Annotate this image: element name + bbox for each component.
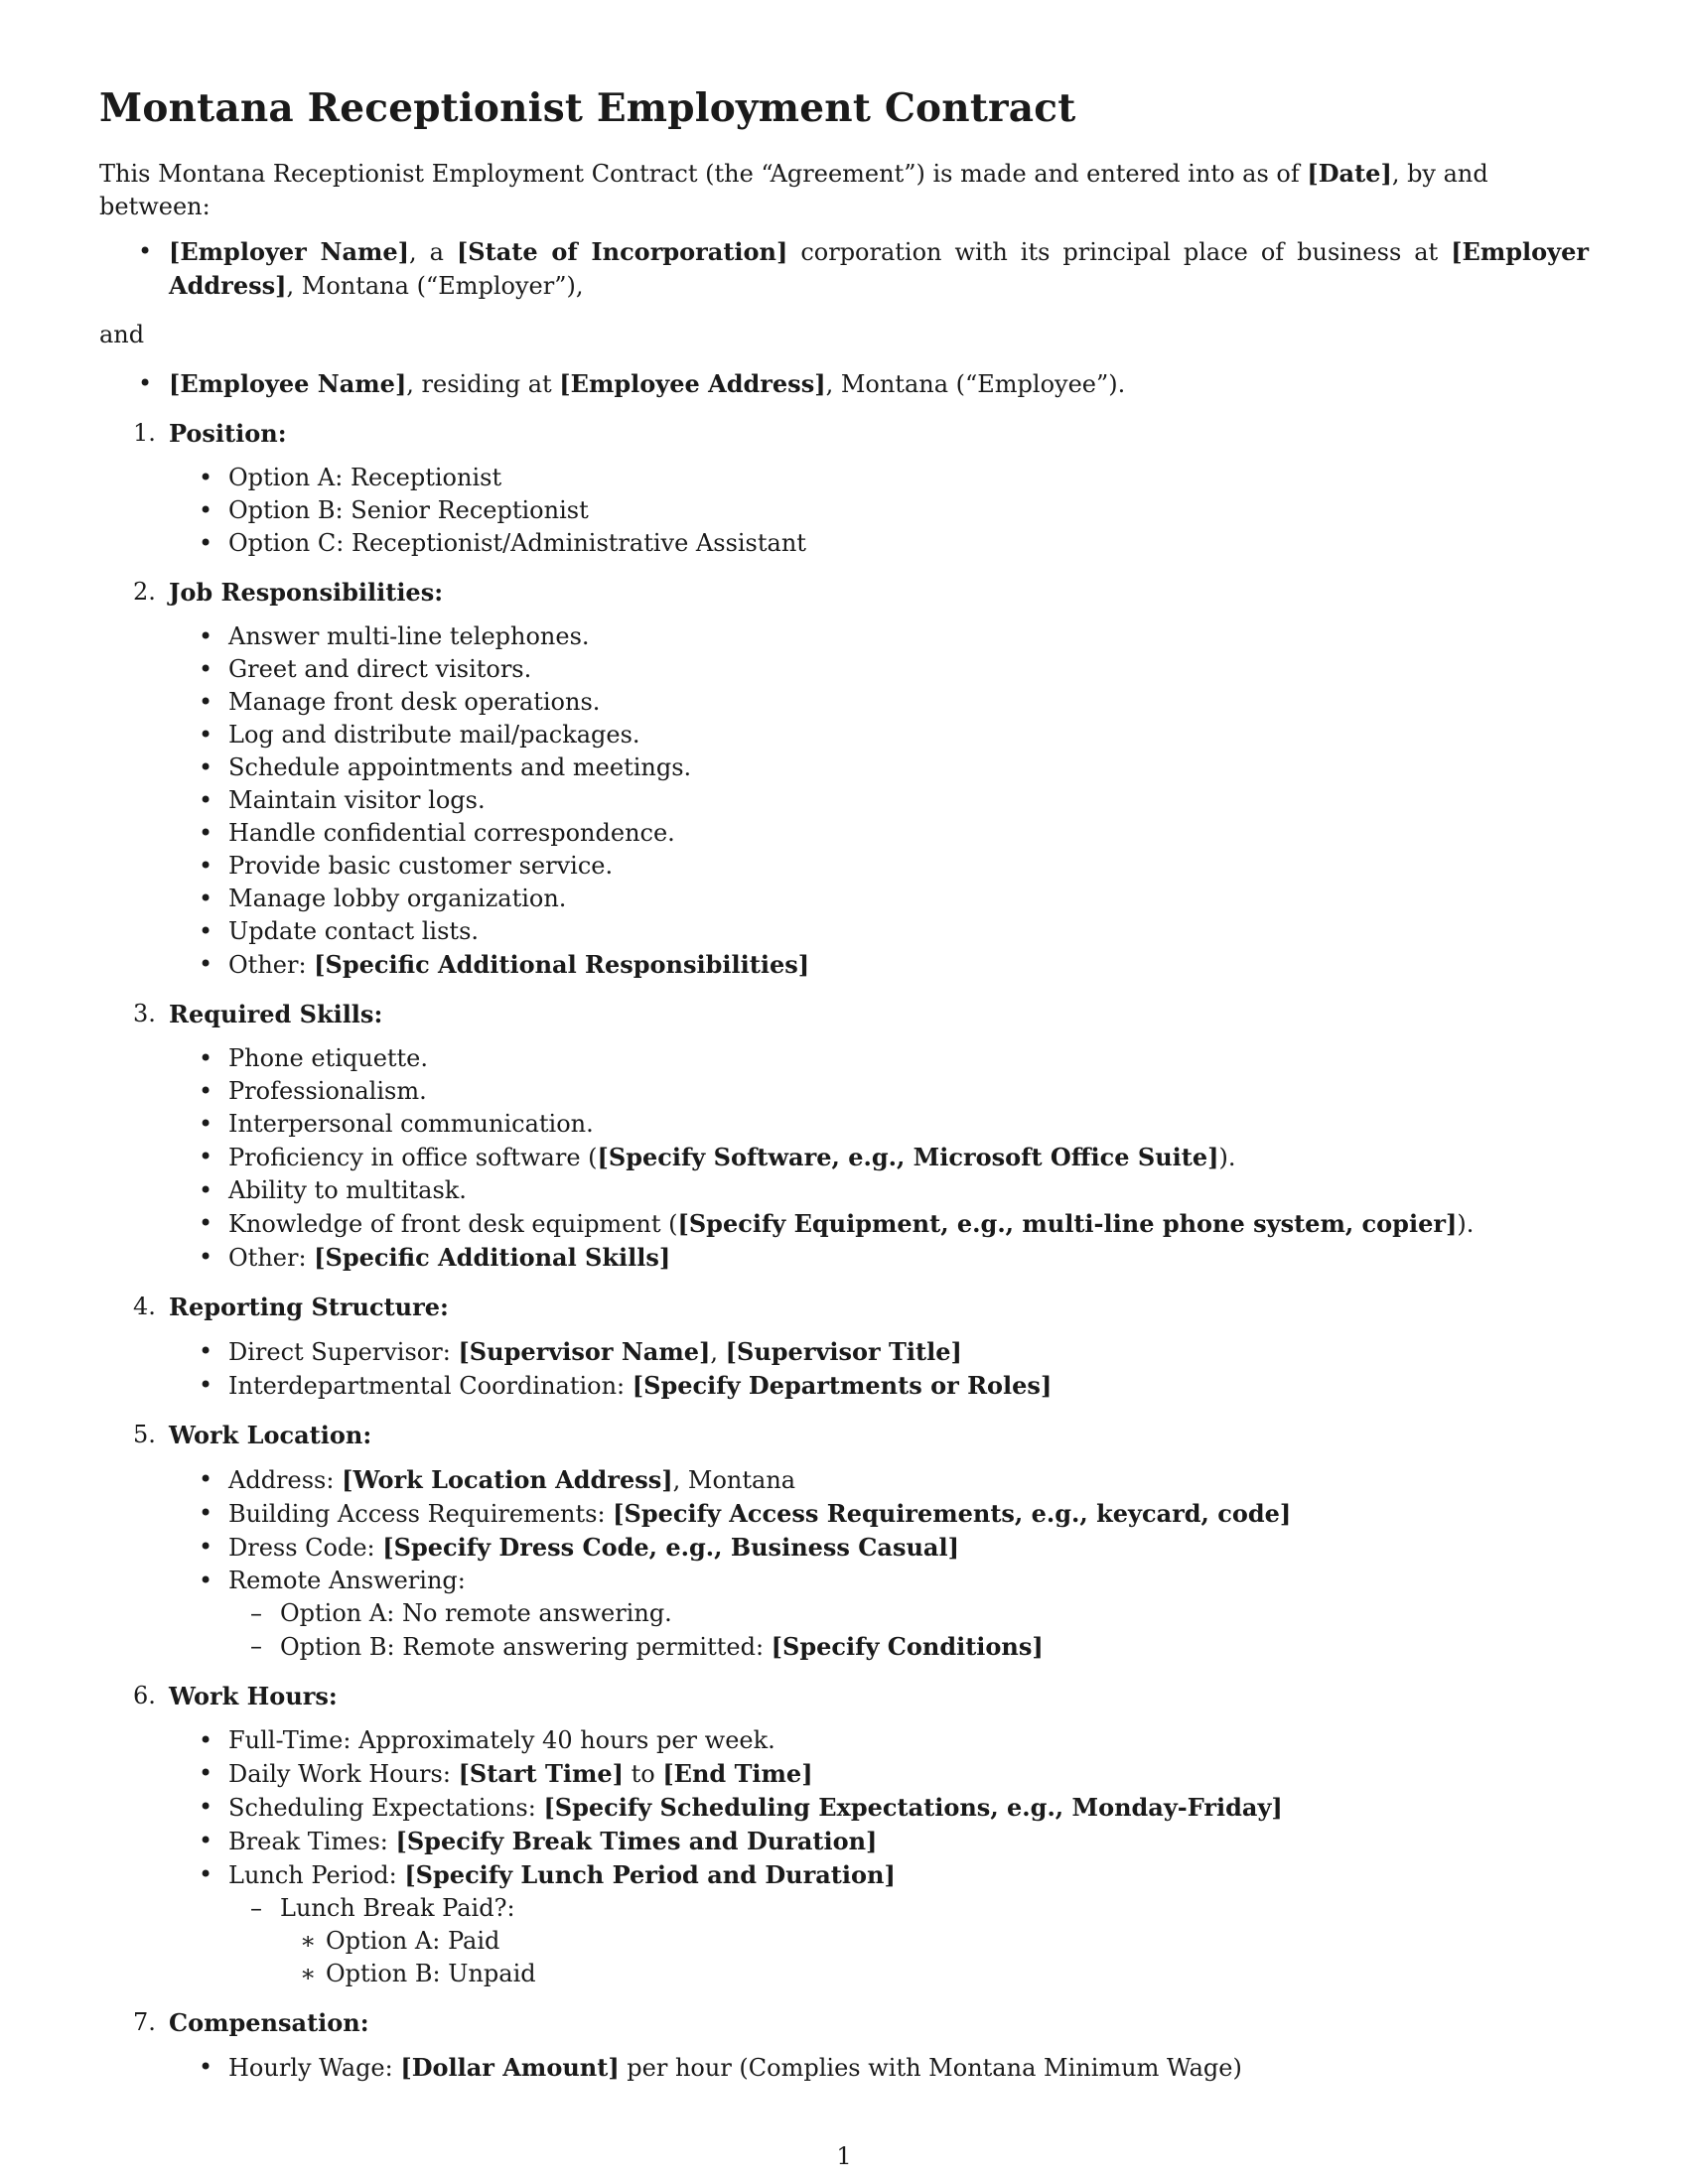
sub-list-item: – Option B: Remote answering permitted: [Specify Conditions] <box>99 1630 1589 1664</box>
state-placeholder: [State of Incorporation] <box>456 237 788 266</box>
list-item: • Daily Work Hours: [Start Time] to [End Time] <box>99 1757 1589 1791</box>
wage-placeholder: [Dollar Amount] <box>400 2053 620 2082</box>
section-reporting <box>99 1291 1589 1403</box>
list-item: • Schedule appointments and meetings. <box>99 751 1589 784</box>
page-number: 1 <box>836 2142 852 2170</box>
list-item: • Interpersonal communication. <box>99 1108 1589 1141</box>
additional-skills-placeholder: [Specific Additional Skills] <box>314 1243 671 1272</box>
section-heading: 1. Position: <box>133 419 287 448</box>
list-item: • Manage lobby organization. <box>99 883 1589 915</box>
list-item: • Answer multi-line telephones. <box>99 620 1589 653</box>
list-item: • Interdepartmental Coordination: [Specify Departments or Roles] <box>99 1369 1589 1403</box>
list-item: • Option A: Receptionist <box>99 462 1589 494</box>
list-item: • Other: [Specific Additional Skills] <box>99 1241 1589 1275</box>
sub-list-item: – Option A: No remote answering. <box>99 1597 1589 1630</box>
lunch-placeholder: [Specify Lunch Period and Duration] <box>404 1860 896 1889</box>
employer-name-placeholder: [Employer Name] <box>169 237 410 266</box>
list-item: • Professionalism. <box>99 1075 1589 1108</box>
section-heading: 4. Reporting Structure: <box>133 1293 449 1321</box>
page-title: Montana Receptionist Employment Contract <box>99 85 1076 131</box>
employee-party <box>99 367 1589 401</box>
list-item: • Handle confidential correspondence. <box>99 817 1589 850</box>
conditions-placeholder: [Specify Conditions] <box>771 1632 1044 1661</box>
break-placeholder: [Specify Break Times and Duration] <box>395 1827 878 1855</box>
list-item: • Proficiency in office software ([Specify Software, e.g., Microsoft Office Suite]). <box>99 1141 1589 1174</box>
list-item: • Ability to multitask. <box>99 1174 1589 1207</box>
section-position <box>99 417 1589 560</box>
section-heading: 6. Work Hours: <box>133 1682 338 1710</box>
employee-address-placeholder: [Employee Address] <box>559 369 826 398</box>
employer-address-placeholder: [Employer Address] <box>169 237 1589 300</box>
sub-sub-list-item: ∗ Option B: Unpaid <box>99 1958 1589 1990</box>
list-item: • Address: [Work Location Address], Montana <box>99 1463 1589 1497</box>
list-item: • Building Access Requirements: [Specify Access Requirements, e.g., keycard, code] <box>99 1497 1589 1531</box>
list-item: • Option B: Senior Receptionist <box>99 494 1589 527</box>
contract-document <box>99 85 1589 2085</box>
dress-code-placeholder: [Specify Dress Code, e.g., Business Casual] <box>382 1533 959 1562</box>
employee-name-placeholder: [Employee Name] <box>169 369 407 398</box>
section-heading: 2. Job Responsibilities: <box>133 578 444 607</box>
employee-item: • [Employee Name], residing at [Employee Address], Montana (“Employee”). <box>99 367 1589 401</box>
end-time-placeholder: [End Time] <box>662 1759 813 1788</box>
list-item: • Maintain visitor logs. <box>99 784 1589 817</box>
section-compensation <box>99 2006 1589 2085</box>
list-item: • Direct Supervisor: [Supervisor Name], [Supervisor Title] <box>99 1335 1589 1369</box>
list-item: • Dress Code: [Specify Dress Code, e.g., Business Casual] <box>99 1531 1589 1565</box>
date-placeholder: [Date] <box>1307 159 1392 188</box>
list-item: • Knowledge of front desk equipment ([Specify Equipment, e.g., multi-line phone system, copier]). <box>99 1207 1589 1241</box>
section-responsibilities <box>99 576 1589 982</box>
section-heading: 5. Work Location: <box>133 1421 372 1449</box>
section-skills <box>99 998 1589 1275</box>
list-item: • Lunch Period: [Specify Lunch Period and Duration] <box>99 1858 1589 1892</box>
compensation-list <box>99 2051 1589 2085</box>
additional-responsibilities-placeholder: [Specific Additional Responsibilities] <box>314 950 810 979</box>
list-item: • Greet and direct visitors. <box>99 653 1589 686</box>
list-item: • Remote Answering: <box>99 1565 1589 1597</box>
location-list <box>99 1463 1589 1664</box>
list-item: • Provide basic customer service. <box>99 850 1589 883</box>
section-location <box>99 1419 1589 1664</box>
list-item: • Other: [Specific Additional Responsibilities] <box>99 948 1589 982</box>
section-heading: 3. Required Skills: <box>133 1000 383 1028</box>
reporting-list <box>99 1335 1589 1403</box>
access-placeholder: [Specify Access Requirements, e.g., keycard, code] <box>613 1499 1292 1528</box>
section-heading: 7. Compensation: <box>133 2008 369 2037</box>
start-time-placeholder: [Start Time] <box>458 1759 624 1788</box>
skills-list <box>99 1042 1589 1275</box>
sub-sub-list-item: ∗ Option A: Paid <box>99 1925 1589 1958</box>
software-placeholder: [Specify Software, e.g., Microsoft Office Suite] <box>597 1143 1219 1171</box>
list-item: • Hourly Wage: [Dollar Amount] per hour (Complies with Montana Minimum Wage) <box>99 2051 1589 2085</box>
list-item: • Scheduling Expectations: [Specify Scheduling Expectations, e.g., Monday-Friday] <box>99 1791 1589 1825</box>
responsibilities-list <box>99 620 1589 982</box>
sub-list-item: – Lunch Break Paid?: <box>99 1892 1589 1925</box>
scheduling-placeholder: [Specify Scheduling Expectations, e.g., Monday-Friday] <box>543 1793 1283 1822</box>
and-connector: and <box>99 321 145 348</box>
equipment-placeholder: [Specify Equipment, e.g., multi-line phone system, copier] <box>677 1209 1458 1238</box>
supervisor-name-placeholder: [Supervisor Name] <box>458 1337 711 1366</box>
hours-list <box>99 1724 1589 1990</box>
list-item: • Log and distribute mail/packages. <box>99 719 1589 751</box>
employer-item: • [Employer Name], a [State of Incorporation] corporation with its principal place of business at [Employer Address], Montana (“Employer”), <box>99 235 1589 303</box>
position-list <box>99 462 1589 560</box>
employer-party <box>99 235 1589 303</box>
list-item: • Phone etiquette. <box>99 1042 1589 1075</box>
supervisor-title-placeholder: [Supervisor Title] <box>725 1337 962 1366</box>
list-item: • Break Times: [Specify Break Times and Duration] <box>99 1825 1589 1858</box>
section-hours <box>99 1680 1589 1990</box>
list-item: • Update contact lists. <box>99 915 1589 948</box>
list-item: • Option C: Receptionist/Administrative Assistant <box>99 527 1589 560</box>
work-address-placeholder: [Work Location Address] <box>342 1465 673 1494</box>
intro-paragraph: This Montana Receptionist Employment Contract (the “Agreement”) is made and entered into as of [Date], by and between: <box>99 159 1488 220</box>
list-item: • Manage front desk operations. <box>99 686 1589 719</box>
list-item: • Full-Time: Approximately 40 hours per week. <box>99 1724 1589 1757</box>
departments-placeholder: [Specify Departments or Roles] <box>632 1371 1053 1400</box>
